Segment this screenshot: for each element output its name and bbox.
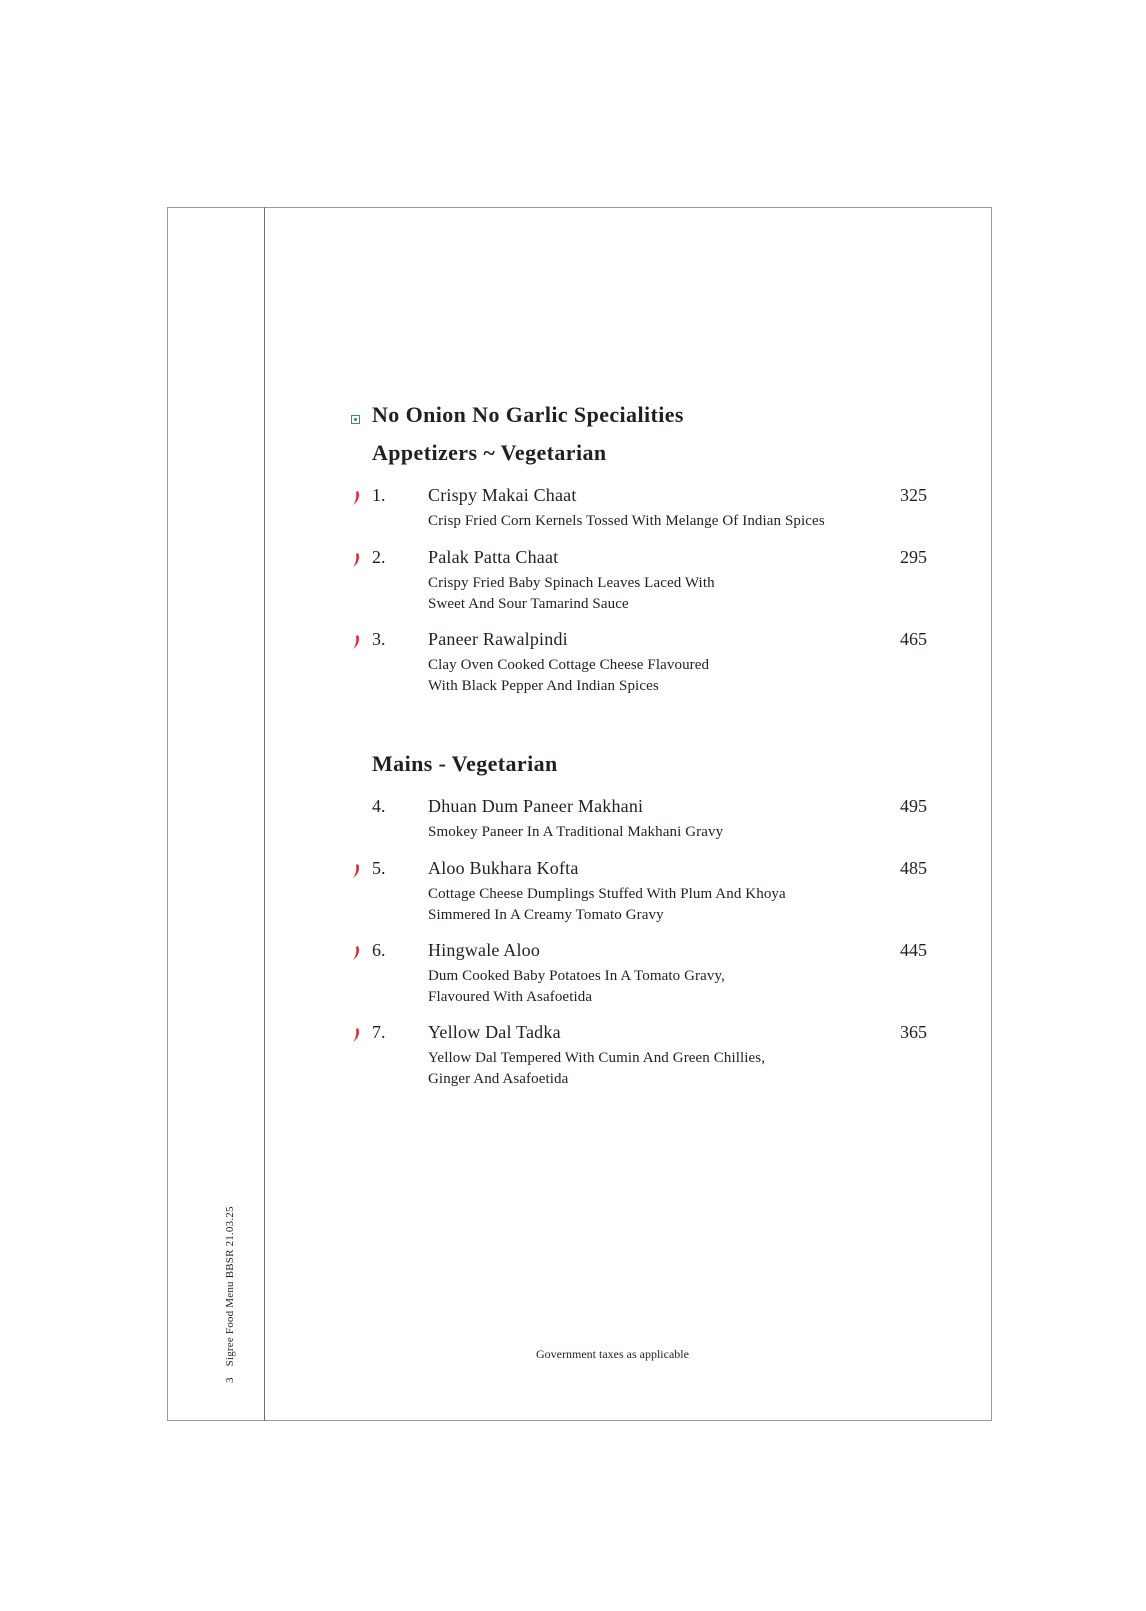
description-line: Cottage Cheese Dumplings Stuffed With Plum And Khoya [428,886,786,902]
item-price: 445 [900,940,927,960]
item-description [428,1048,765,1090]
page-number: 3 [224,1377,236,1383]
description-line: Sweet And Sour Tamarind Sauce [428,596,629,612]
item-name: Hingwale Aloo [428,940,541,960]
chili-icon [351,552,361,568]
description-line: Flavoured With Asafoetida [428,989,593,1005]
veg-symbol-icon [351,415,360,424]
item-name: Palak Patta Chaat [428,547,559,567]
description-line: Yellow Dal Tempered With Cumin And Green Chillies, [428,1050,766,1066]
tax-note: Government taxes as applicable [536,1347,689,1361]
item-price: 295 [900,547,927,567]
chili-icon [351,1027,361,1043]
document-code: Sigree Food Menu BBSR 21.03.25 [224,1206,236,1367]
description-line: Clay Oven Cooked Cottage Cheese Flavoured [428,657,710,673]
description-line: Dum Cooked Baby Potatoes In A Tomato Gravy, [428,968,725,984]
item-number: 5. [372,858,386,878]
item-number: 2. [372,547,386,567]
description-line: Smokey Paneer In A Traditional Makhani Gravy [428,824,724,840]
item-description [428,966,725,1008]
item-price: 365 [900,1022,927,1042]
item-description [428,511,825,532]
item-number: 3. [372,629,386,649]
item-description [428,655,709,697]
description-line: Crispy Fried Baby Spinach Leaves Laced With [428,575,715,591]
item-price: 465 [900,629,927,649]
description-line: Ginger And Asafoetida [428,1071,569,1087]
item-name: Paneer Rawalpindi [428,629,568,649]
chili-icon [351,863,361,879]
item-name: Crispy Makai Chaat [428,485,577,505]
item-number: 6. [372,940,386,960]
item-number: 1. [372,485,386,505]
chili-icon [351,490,361,506]
item-description [428,822,723,843]
item-description [428,573,715,615]
description-line: Crisp Fried Corn Kernels Tossed With Melange Of Indian Spices [428,513,825,529]
description-line: Simmered In A Creamy Tomato Gravy [428,907,664,923]
description-line: With Black Pepper And Indian Spices [428,678,659,694]
item-name: Dhuan Dum Paneer Makhani [428,796,644,816]
section-title-appetizers: Appetizers ~ Vegetarian [372,440,607,465]
item-price: 495 [900,796,927,816]
item-description [428,884,786,926]
item-name: Aloo Bukhara Kofta [428,858,579,878]
chili-icon [351,634,361,650]
item-number: 4. [372,796,386,816]
item-price: 325 [900,485,927,505]
item-name: Yellow Dal Tadka [428,1022,561,1042]
speciality-title: No Onion No Garlic Specialities [372,402,684,427]
margin-divider [264,207,265,1421]
side-label [224,1206,236,1383]
item-price: 485 [900,858,927,878]
item-number: 7. [372,1022,386,1042]
section-title-mains: Mains - Vegetarian [372,751,558,776]
chili-icon [351,945,361,961]
